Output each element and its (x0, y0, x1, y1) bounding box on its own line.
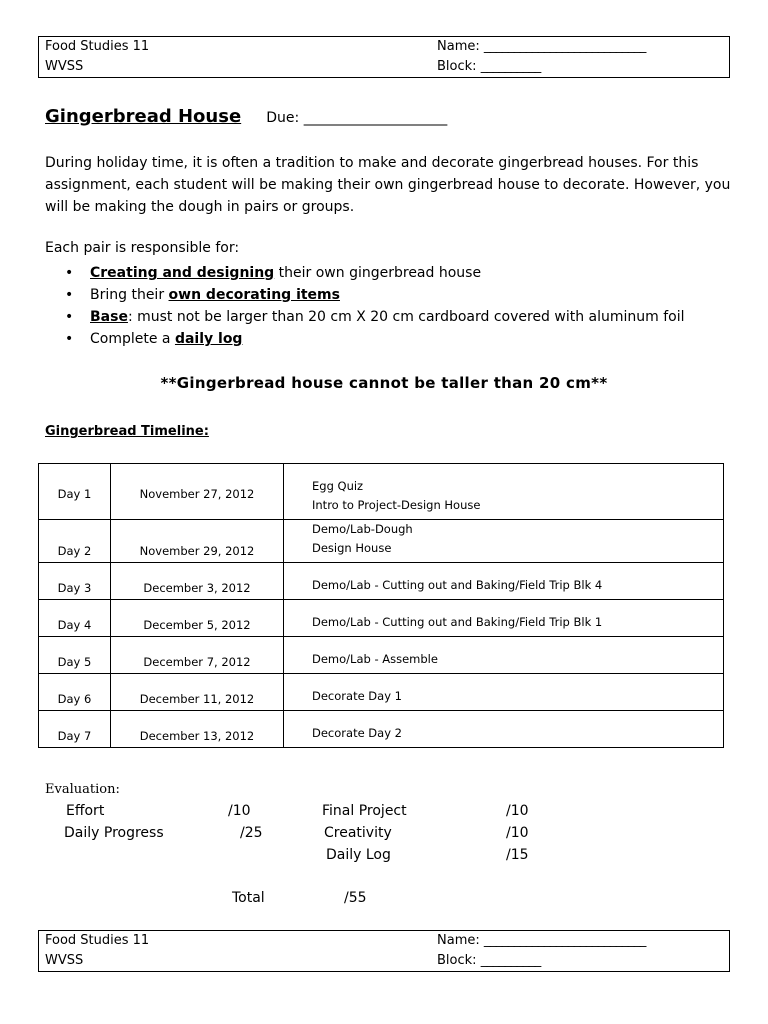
block-label: Block: (437, 59, 477, 74)
table-row (39, 674, 724, 711)
height-note: **Gingerbread house cannot be taller than 20 cm** (160, 374, 608, 392)
activity-cell: Demo/Lab - Assemble (284, 637, 724, 674)
day-cell: Day 7 (39, 711, 111, 748)
activity-cell (284, 464, 724, 520)
final-project-score: /10 (506, 803, 529, 819)
day-cell: Day 4 (39, 600, 111, 637)
responsibility-heading: Each pair is responsible for: (45, 240, 240, 256)
final-project-label: Final Project (322, 803, 407, 819)
list-item-text: their own gingerbread house (274, 265, 482, 281)
school-name: WVSS (45, 59, 84, 74)
daily-log-score: /15 (506, 847, 529, 863)
effort-score: /10 (228, 803, 251, 819)
header-box (38, 36, 730, 78)
creativity-label: Creativity (324, 825, 392, 841)
block-field (437, 57, 541, 77)
daily-progress-score: /25 (240, 825, 263, 841)
activity-line: Demo/Lab-Dough (312, 522, 413, 536)
school-name: WVSS (45, 953, 84, 968)
list-item (45, 284, 685, 306)
creativity-score: /10 (506, 825, 529, 841)
date-cell: December 5, 2012 (111, 600, 284, 637)
list-item-emphasis: Creating and designing (90, 265, 275, 281)
activity-line: Design House (312, 541, 392, 555)
due-blank: ______________________ (303, 110, 447, 126)
timeline-table (38, 463, 724, 748)
due-label: Due: (266, 110, 300, 126)
title-row (45, 106, 447, 127)
table-row (39, 520, 724, 563)
day-cell: Day 1 (39, 464, 111, 520)
date-cell: December 3, 2012 (111, 563, 284, 600)
evaluation-section (45, 782, 645, 912)
list-item-emphasis: daily log (174, 331, 243, 347)
date-cell: November 27, 2012 (111, 464, 284, 520)
name-label: Name: (437, 933, 480, 948)
list-item-text: Complete a (90, 331, 175, 347)
activity-line: Egg Quiz (312, 479, 364, 493)
daily-progress-label: Daily Progress (64, 825, 164, 841)
table-row (39, 600, 724, 637)
list-item-emphasis: own decorating items (168, 287, 340, 303)
date-cell: December 11, 2012 (111, 674, 284, 711)
day-cell: Day 3 (39, 563, 111, 600)
block-blank: __________ (480, 59, 541, 74)
intro-paragraph: During holiday time, it is often a tradition to make and decorate gingerbread houses. For this assignment, each student will be making their own gingerbread house to decorate. However, you will be making the dough in pairs or groups. (45, 155, 731, 215)
date-cell: November 29, 2012 (111, 520, 284, 563)
timeline-heading: Gingerbread Timeline: (45, 424, 209, 439)
name-field (437, 37, 646, 57)
date-cell: December 13, 2012 (111, 711, 284, 748)
date-cell: December 7, 2012 (111, 637, 284, 674)
list-item-text: : must not be larger than 20 cm X 20 cm cardboard covered with aluminum foil (127, 309, 685, 325)
responsibility-list (45, 262, 685, 350)
day-cell: Day 6 (39, 674, 111, 711)
name-field (437, 931, 646, 951)
activity-cell: Decorate Day 2 (284, 711, 724, 748)
due-field (266, 110, 446, 126)
activity-cell (284, 520, 724, 563)
list-item (45, 306, 685, 328)
list-item (45, 328, 685, 350)
total-label: Total (232, 890, 265, 906)
table-row (39, 637, 724, 674)
block-field (437, 951, 541, 971)
list-item-text: Bring their (90, 287, 169, 303)
list-item (45, 262, 685, 284)
name-blank: ___________________________ (483, 39, 646, 54)
course-name: Food Studies 11 (45, 933, 150, 948)
effort-label: Effort (66, 803, 105, 819)
activity-cell: Demo/Lab - Cutting out and Baking/Field Trip Blk 1 (284, 600, 724, 637)
day-cell: Day 5 (39, 637, 111, 674)
page-title: Gingerbread House (45, 106, 242, 127)
block-blank: __________ (480, 953, 541, 968)
footer-box (38, 930, 730, 972)
activity-cell: Decorate Day 1 (284, 674, 724, 711)
list-item-emphasis: Base (90, 309, 128, 325)
name-label: Name: (437, 39, 480, 54)
course-name: Food Studies 11 (45, 39, 150, 54)
table-row (39, 711, 724, 748)
total-score: /55 (344, 890, 367, 906)
activity-line: Intro to Project-Design House (312, 498, 481, 512)
day-cell: Day 2 (39, 520, 111, 563)
table-row (39, 464, 724, 520)
activity-cell: Demo/Lab - Cutting out and Baking/Field Trip Blk 4 (284, 563, 724, 600)
daily-log-label: Daily Log (326, 847, 391, 863)
name-blank: ___________________________ (483, 933, 646, 948)
evaluation-heading: Evaluation: (45, 782, 120, 797)
table-row (39, 563, 724, 600)
block-label: Block: (437, 953, 477, 968)
